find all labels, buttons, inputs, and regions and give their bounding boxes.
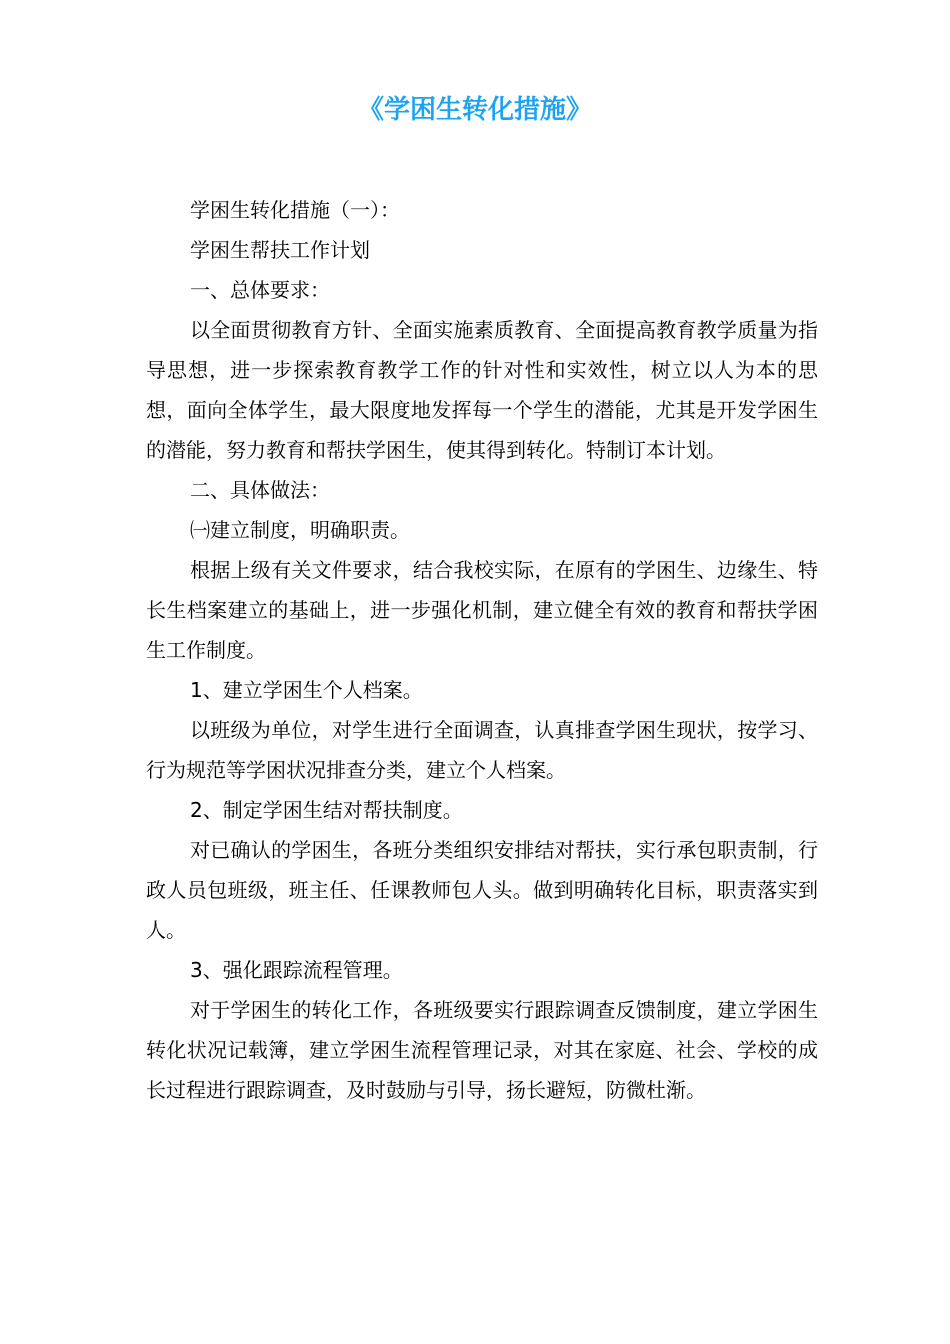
paragraph-item-2: 2、制定学困生结对帮扶制度。 bbox=[190, 798, 463, 822]
paragraph-plan-title: 学困生帮扶工作计划 bbox=[190, 238, 370, 262]
paragraph-item-1: 1、建立学困生个人档案。 bbox=[190, 678, 423, 702]
paragraph-item-1-body: 以班级为单位，对学生进行全面调查，认真排查学困生现状，按学习、行为规范等学困状况排查分类，建立个人档案。 bbox=[146, 718, 818, 782]
paragraph-item-3: 3、强化跟踪流程管理。 bbox=[190, 958, 403, 982]
paragraph-section-heading: 学困生转化措施（一）： bbox=[190, 198, 400, 222]
document-title: 《学困生转化措施》 bbox=[357, 95, 592, 125]
document-body bbox=[146, 190, 818, 1110]
paragraph-item-3-body: 对于学困生的转化工作，各班级要实行跟踪调查反馈制度，建立学困生转化状况记载簿，建立学困生流程管理记录，对其在家庭、社会、学校的成长过程进行跟踪调查，及时鼓励与引导，扬长避短，防微杜渐。 bbox=[146, 998, 818, 1102]
paragraph-heading-general: 一、总体要求： bbox=[190, 278, 330, 302]
paragraph-heading-methods: 二、具体做法： bbox=[190, 478, 330, 502]
paragraph-general-body: 以全面贯彻教育方针、全面实施素质教育、全面提高教育教学质量为指导思想，进一步探索教育教学工作的针对性和实效性，树立以人为本的思想，面向全体学生，最大限度地发挥每一个学生的潜能，尤其是开发学困生的潜能，努力教育和帮扶学困生，使其得到转化。特制订本计划。 bbox=[146, 318, 818, 462]
paragraph-subheading-system: ㈠建立制度，明确职责。 bbox=[190, 518, 410, 542]
paragraph-system-body: 根据上级有关文件要求，结合我校实际，在原有的学困生、边缘生、特长生档案建立的基础上，进一步强化机制，建立健全有效的教育和帮扶学困生工作制度。 bbox=[146, 558, 818, 662]
paragraph-item-2-body: 对已确认的学困生，各班分类组织安排结对帮扶，实行承包职责制，行政人员包班级，班主任、任课教师包人头。做到明确转化目标，职责落实到人。 bbox=[146, 838, 818, 942]
